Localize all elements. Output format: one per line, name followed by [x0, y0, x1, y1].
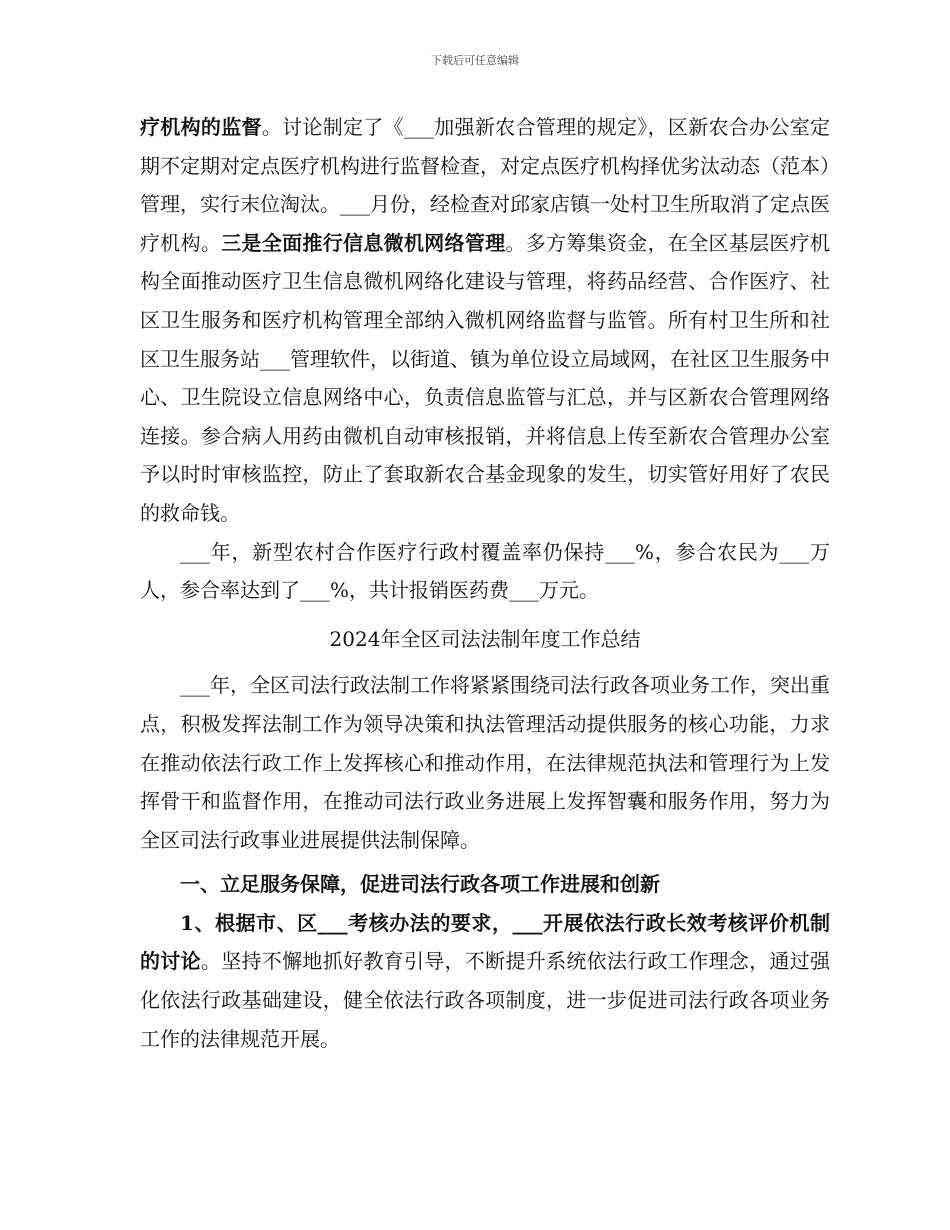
document-title: 2024年全区司法法制年度工作总结 [329, 626, 641, 651]
paragraph-coverage-stats: ___年，新型农村合作医疗行政村覆盖率仍保持___%，参合农民为___万人，参合率达到了___%，共计报销医药费___万元。 [140, 539, 830, 603]
body-text: 。讨论制定了《___加强新农合管理的规定》，区新农合办公室定期不定期对定点医疗机构进行监督检查，对定点医疗机构择优劣汰动态（范本）管理，实行末位淘汰。___月份，经检查对邱家店镇一处村卫生所取消了定点医疗机构。 [140, 115, 831, 255]
paragraph-medical-supervision [140, 108, 830, 533]
body-text: 。多方筹集资金，在全区基层医疗机构全面推动医疗卫生信息微机网络化建设与管理，将药品经营、合作医疗、社区卫生服务和医疗机构管理全部纳入微机网络监督与监管。所有村卫生所和社区卫生服务站___管理软件，以街道、镇为单位设立局域网，在社区卫生服务中心、卫生院设立信息网络中心，负责信息监管与汇总，并与区新农合管理网络连接。参合病人用药由微机自动审核报销，并将信息上传至新农合管理办公室予以时时审核监控，防止了套取新农合基金现象的发生，切实管好用好了农民的救命钱。 [140, 230, 831, 525]
document-body [140, 108, 830, 1058]
paragraph-item-1 [140, 904, 830, 1058]
body-text: 。坚持不懈地抓好教育引导，不断提升系统依法行政工作理念，通过强化依法行政基础建设，健全依法行政各项制度，进一步促进司法行政各项业务工作的法律规范开展。 [140, 949, 831, 1051]
page-header: 下载后可任意编辑 [431, 54, 519, 67]
bold-phrase: 三是全面推行信息微机网络管理 [221, 230, 506, 255]
paragraph-intro: ___年，全区司法行政法制工作将紧紧围绕司法行政各项业务工作，突出重点，积极发挥法制工作为领导决策和执法管理活动提供服务的核心功能，力求在推动依法行政工作上发挥核心和推动作用，在法律规范执法和管理行为上发挥骨干和监督作用，在推动司法行政业务进展上发挥智囊和服务作用，努力为全区司法行政事业进展提供法制保障。 [140, 673, 830, 852]
section-heading: 一、立足服务保障，促进司法行政各项工作进展和创新 [180, 872, 660, 897]
bold-phrase: 1、根据市、区___考核办法的要求，___开展依法行政长效考核评价机制的讨论 [140, 910, 830, 974]
bold-phrase: 疗机构的监督 [140, 115, 262, 139]
